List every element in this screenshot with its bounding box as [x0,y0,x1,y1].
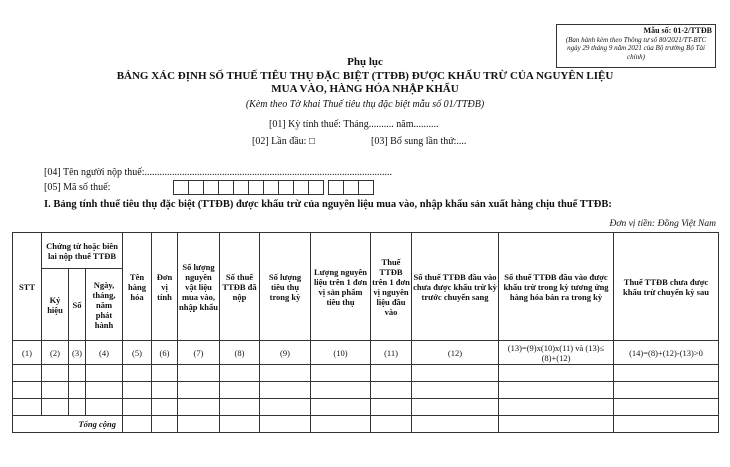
col-tax-paid: Số thuế TTĐB đã nộp [220,233,260,341]
colnum-1: (1) [13,341,42,365]
col-prior-uncredited: Số thuế TTĐB đầu vào chưa được khấu trừ kỳ trước chuyển sang [412,233,499,341]
document-title-line1: BẢNG XÁC ĐỊNH SỐ THUẾ TIÊU THỤ ĐẶC BIỆT (TTĐB) ĐƯỢC KHẤU TRỪ CỦA NGUYÊN LIỆU [116,70,614,82]
first-time-checkbox[interactable]: □ [308,136,315,147]
col-goods-name: Tên hàng hóa [123,233,152,341]
col-material-qty: Số lượng nguyên vật liệu mua vào, nhập khẩu [178,233,220,341]
currency-unit: Đơn vị tiền: Đồng Việt Nam [609,219,716,229]
table-row[interactable] [13,399,719,416]
taxpayer-name-input[interactable]: ................................................................................................... [144,167,393,178]
colnum-3: (3) [69,341,86,365]
colnum-4: (4) [86,341,123,365]
document-title-line2: MUA VÀO, HÀNG HÓA NHẬP KHẨU [271,83,459,95]
colnum-11: (11) [371,341,412,365]
form-code: Mẫu số: 01-2/TTĐB [643,26,712,35]
col-unit: Đơn vị tính [152,233,178,341]
col-material-per-unit: Lượng nguyên liệu trên 1 đơn vị sản phẩm tiêu thụ [311,233,371,341]
tax-id-boxes[interactable] [173,180,373,195]
colnum-5: (5) [123,341,152,365]
supplement-field[interactable]: [03] Bổ sung lần thứ:.... [371,136,467,147]
col-date: Ngày, tháng, năm phát hành [86,269,123,341]
total-label: Tổng cộng [13,416,123,433]
colnum-12: (12) [412,341,499,365]
first-time-field [252,136,315,147]
colnum-7: (7) [178,341,220,365]
deduction-table [12,232,719,433]
section-title: I. Bảng tính thuế tiêu thụ đặc biệt (TTĐB) được khấu trừ của nguyên liệu mua vào, nhập khẩu sản xuất hàng chịu thuế TTĐB: [44,199,612,210]
col-credited-this-period: Số thuế TTĐB đầu vào được khấu trừ trong kỳ tương ứng hàng hóa bán ra trong kỳ [499,233,614,341]
col-voucher: Chứng từ hoặc biên lai nộp thuế TTĐB [42,233,123,269]
taxpayer-name-field [44,167,392,178]
col-number: Số [69,269,86,341]
col-stt: STT [13,233,42,341]
table-row[interactable] [13,382,719,399]
first-time-label: [02] Lần đầu: [252,136,307,147]
tax-period-field[interactable]: [01] Kỳ tính thuế: Tháng.......... năm.......... [269,119,439,130]
appendix-label: Phụ lục [347,56,383,68]
colnum-14: (14)=(8)+(12)-(13)>0 [614,341,719,365]
colnum-9: (9) [260,341,311,365]
taxpayer-name-label: [04] Tên người nộp thuế: [44,167,145,178]
tax-id-field [44,180,373,195]
colnum-10: (10) [311,341,371,365]
colnum-8: (8) [220,341,260,365]
table-row[interactable] [13,365,719,382]
col-consumed-qty: Số lượng tiêu thụ trong kỳ [260,233,311,341]
colnum-6: (6) [152,341,178,365]
col-symbol: Ký hiệu [42,269,69,341]
colnum-13: (13)=(9)x(10)x(11) và (13)≤ (8)+(12) [499,341,614,365]
document-subtitle: (Kèm theo Tờ khai Thuế tiêu thụ đặc biệt mẫu số 01/TTĐB) [245,99,485,110]
tax-id-label: [05] Mã số thuế: [44,181,111,193]
col-tax-per-unit: Thuế TTĐB trên 1 đơn vị nguyên liệu đầu vào [371,233,412,341]
col-carry-forward: Thuế TTĐB chưa được khấu trừ chuyển kỳ sau [614,233,719,341]
total-row [13,416,719,433]
colnum-2: (2) [42,341,69,365]
form-basis-note: (Ban hành kèm theo Thông tư số 80/2021/TT-BTC ngày 29 tháng 9 năm 2021 của Bộ trưởng Bộ Tài chính) [565,35,707,61]
